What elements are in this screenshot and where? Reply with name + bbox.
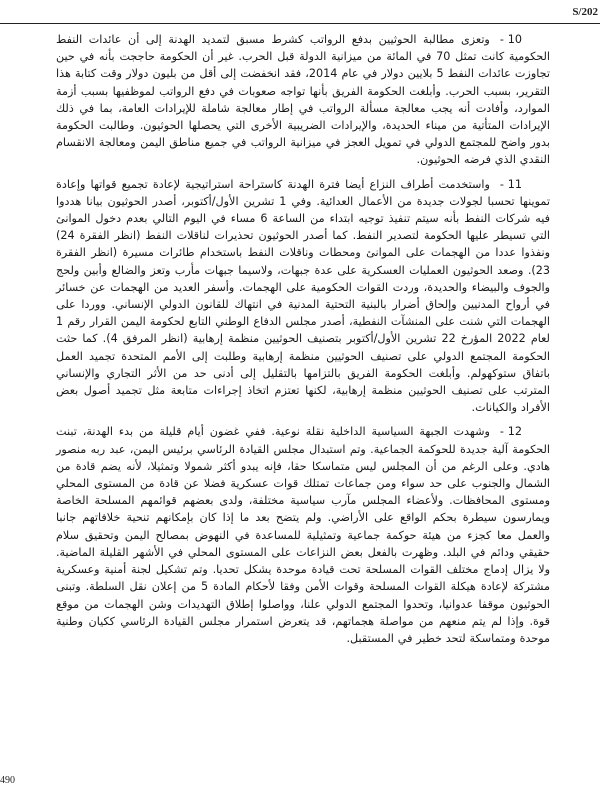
paragraph-text: وتعزى مطالبة الحوثيين بدفع الرواتب كشرط مسبق لتمديد الهدنة إلى أن عائدات النفط الحكومية كانت تمثل 70 في المائة من ميزانية الدولة قبل الحرب. غير أن الحكومة حاججت بأنه في حين تجاوزت عائدات النفط 5 بلايين دولار في عام 2014، فقد انخفضت إلى أقل من بليون دولار وقت كتابة هذا التقرير، بسبب الحرب. وأبلغت الحكومة الفريق بأنها تواجه صعوبات في دفع الرواتب لموظفيها بسبب أزمة الموارد، وأفادت أنه يجب معالجة مسألة الرواتب في إطار معالجة شاملة للإيرادات العامة، بما في ذلك الإيرادات المتأتية من ميناء الحديدة، والإيرادات الضريبية الأخرى التي يحصلها الحوثيون. وطالبت الحكومة بدور واضح للمجتمع الدولي في تمويل العجز في ميزانية الرواتب في جميع مناطق اليمن ومعالجة الانقسام النقدي الذي فرضه الحوثيون. bbox=[56, 33, 550, 167]
paragraph-text: واستخدمت أطراف النزاع أيضا فترة الهدنة كاستراحة استراتيجية لإعادة تجميع قواتها وإعادة تموينها تحسبا لجولات جديدة من الأعمال العدائية. وفي 1 تشرين الأول/أكتوبر، أصدر الحوثيون بيانا هددوا فيه شركات النفط بأنه سيتم تنفيذ توجيه ابتداء من الساعة 6 مساء في اليوم التالي بعدم دخول الموانئ التي تسيطر عليها الحكومة لتصدير النفط. كما أصدر الحوثيون تحذيرات لناقلات النفط (انظر الفقرة 24) ونفذوا عددا من الهجمات على الموانئ ومحطات وناقلات النفط باستخدام طائرات مسيرة (انظر الفقرة 23). وصعد الحوثيون العمليات العسكرية على عدة جبهات، ولاسيما جبهات مأرب وتعز والضالع وأبين ولحج والجوف والبيضاء والحديدة، وردت القوات الحكومية على الهجمات. وأسفر العديد من الهجمات عن خسائر في أرواح المدنيين وإلحاق أضرار بالبنية التحتية المدنية في انتهاك للقانون الدولي الإنساني. ووردا على الهجمات التي شنت على المنشآت النفطية، أصدر مجلس الدفاع الوطني التابع لحكومة اليمن القرار رقم 1 لعام 2022 المؤرخ 22 تشرين الأول/أكتوبر بتصنيف الحوثيين منظمة إرهابية (انظر المرفق 4). كما حثت الحكومة المجتمع الدولي على تصنيف الحوثيين منظمة إرهابية وطلبت إلى الأمم المتحدة تجميد العمل باتفاق ستوكهولم. وأبلغت الحكومة الفريق بالتزامها بالتقليل إلى أدنى حد من الأثر التجاري والإنساني المترتب على تصنيف الحوثيين منظمة إرهابية، لكنها تعتزم اتخاذ إجراءات متابعة مثل تجميد أصول بعض الأفراد والكيانات. bbox=[56, 177, 550, 415]
paragraph-number: 11 - bbox=[499, 177, 522, 191]
paragraph-number: 12 - bbox=[499, 425, 522, 439]
paragraph-12 bbox=[56, 423, 550, 647]
document-symbol: S/202 bbox=[572, 6, 598, 18]
paragraph-text: وشهدت الجبهة السياسية الداخلية نقلة نوعية. ففي غضون أيام قليلة من بدء الهدنة، تبنت الحكومة آلية جديدة للحوكمة الجماعية. وتم استبدال مجلس القيادة الرئاسي برئيس اليمن، عبد ربه منصور هادي. وعلى الرغم من أن المجلس ليس متماسكا حقا، فإنه يبدو أكثر شمولا وتمثيلا، لأنه يضم قادة من الشمال والجنوب على حد سواء ومن جماعات تمتلك قوات عسكرية فضلا عن قادة من المستوى المحلي ومستوى المحافظات. ولأعضاء المجلس مآرب سياسية مختلفة، ولدى بعضهم قوائمهم المسلحة الخاصة ويمارسون سيطرة بحكم الواقع على الأراضي. ولم يتضح بعد ما إذا كان بإمكانهم تنحية خلافاتهم جانبا والعمل معا كجزء من هيئة حوكمة جماعية وتمثيلية للمساعدة في النهوض بمصالح اليمن وتحقيق سلام حقيقي ودائم في البلد. وظهرت بالفعل بعض النزاعات على المستوى المحلي في الأشهر القليلة الماضية. ولا يزال إدماج مختلف القوات المسلحة تحت قيادة موحدة يشكل تحديا. وتم تشكيل لجنة أمنية وعسكرية مشتركة لإعادة هيكلة القوات المسلحة وقوات الأمن وفقا لأحكام المادة 5 من إعلان نقل السلطة. وتبنى الحوثيون موقفا عدوانيا، وتحدوا المجتمع الدولي علنا، وواصلوا إطلاق التهديدات وشن الهجمات من موقع قوة. وإذا لم يتم منعهم من مواصلة هجماتهم، قد يتعرض استمرار مجلس القيادة الرئاسي ككيان وطنية موحدة ومتماسكة لتحد خطير في المستقبل. bbox=[56, 425, 550, 645]
paragraph-10 bbox=[56, 31, 550, 169]
header-rule bbox=[0, 23, 600, 24]
paragraph-11 bbox=[56, 176, 550, 417]
document-body bbox=[56, 31, 550, 654]
page-number: 490 bbox=[0, 775, 15, 786]
paragraph-number: 10 - bbox=[499, 33, 522, 46]
